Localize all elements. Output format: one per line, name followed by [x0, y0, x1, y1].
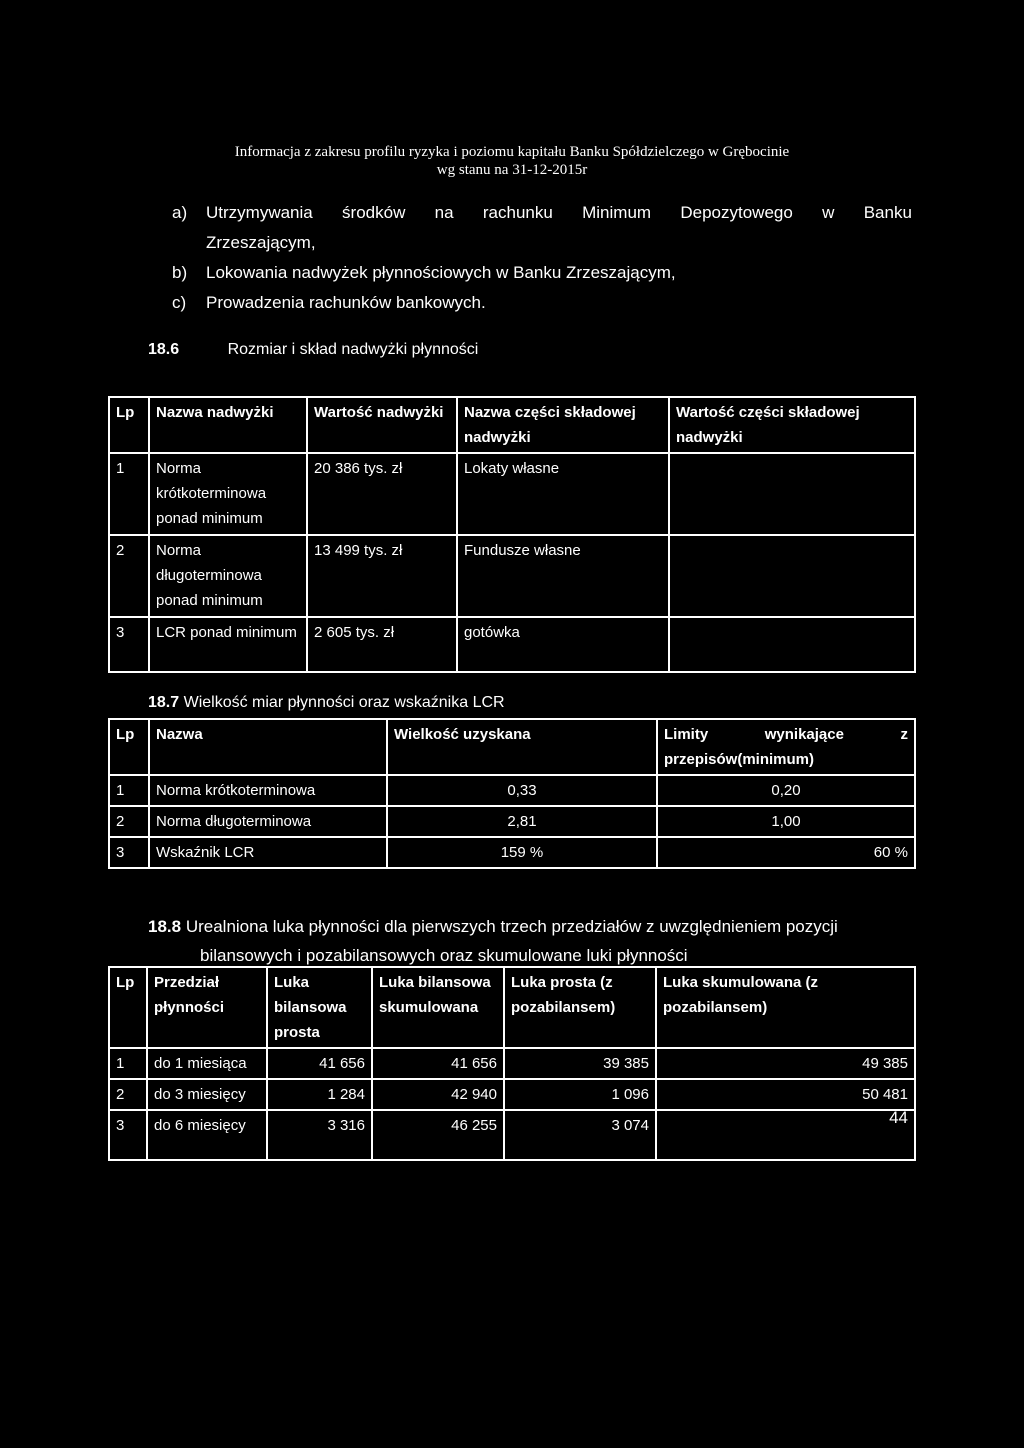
list-item — [172, 258, 912, 288]
list-item-a-line1: Utrzymywania środków na rachunku Minimum Depozytowego w Banku — [206, 203, 912, 222]
table-row: 1 do 1 miesiąca 41 656 41 656 39 385 49 385 — [109, 1048, 915, 1079]
col-header: Przedział płynności — [147, 967, 267, 1048]
list-item — [172, 288, 912, 318]
col-header: Limity wynikające z przepisów(minimum) — [657, 719, 915, 775]
col-header: Lp — [109, 397, 149, 453]
table-header-row — [109, 397, 915, 453]
col-header: Luka bilansowa prosta — [267, 967, 372, 1048]
list-item-label: c) — [172, 293, 187, 312]
table-row: 3 do 6 miesięcy 3 316 46 255 3 074 — [109, 1110, 915, 1160]
col-header: Wartość części składowej nadwyżki — [669, 397, 915, 453]
header-line-2: wg stanu na 31-12-2015r — [436, 162, 588, 178]
col-header: Luka prosta (z pozabilansem) — [504, 967, 656, 1048]
col-header: Lp — [109, 967, 147, 1048]
list-item-text: Prowadzenia rachunków bankowych. — [206, 293, 486, 312]
section-18-6-heading — [148, 341, 478, 359]
section-18-7-heading — [148, 694, 505, 712]
document-header — [0, 143, 1024, 179]
table-row: 3 Wskaźnik LCR 159 % 60 % — [109, 837, 915, 868]
header-line-1: Informacja z zakresu profilu ryzyka i poziomu kapitału Banku Spółdzielczego w Grębocinie — [234, 144, 790, 160]
section-number: 18.8 — [148, 917, 182, 936]
surplus-table — [108, 396, 916, 673]
col-header: Nazwa nadwyżki — [149, 397, 307, 453]
section-title-line-2: bilansowych i pozabilansowych oraz skumulowane luki płynności — [200, 946, 688, 965]
section-number: 18.6 — [148, 341, 180, 358]
table-row: 2 Norma długoterminowa ponad minimum 13 499 tys. zł Fundusze własne — [109, 535, 915, 617]
col-header: Luka bilansowa skumulowana — [372, 967, 504, 1048]
section-18-8-heading — [148, 912, 928, 970]
col-header: Luka skumulowana (z pozabilansem) — [656, 967, 915, 1048]
col-header: Lp — [109, 719, 149, 775]
section-number: 18.7 — [148, 694, 180, 711]
purpose-list — [172, 198, 912, 318]
col-header: Wartość nadwyżki — [307, 397, 457, 453]
section-title: Rozmiar i skład nadwyżki płynności — [227, 341, 479, 358]
liquidity-gap-table — [108, 966, 916, 1161]
list-item-label: b) — [172, 263, 188, 282]
col-header: Wielkość uzyskana — [387, 719, 657, 775]
list-item-a-line2: Zrzeszającym, — [206, 233, 316, 252]
list-item — [172, 198, 912, 258]
page-number: 44 — [889, 1108, 908, 1127]
table-row: 1 Norma krótkoterminowa ponad minimum 20 386 tys. zł Lokaty własne — [109, 453, 915, 535]
col-header: Nazwa części składowej nadwyżki — [457, 397, 669, 453]
list-item-text: Lokowania nadwyżek płynnościowych w Banku Zrzeszającym, — [206, 263, 676, 282]
table-row: 3 LCR ponad minimum 2 605 tys. zł gotówka — [109, 617, 915, 672]
liquidity-measures-table — [108, 718, 916, 869]
table-row: 2 Norma długoterminowa 2,81 1,00 — [109, 806, 915, 837]
table-row: 2 do 3 miesięcy 1 284 42 940 1 096 50 481 — [109, 1079, 915, 1110]
table-header-row — [109, 719, 915, 775]
list-item-label: a) — [172, 203, 188, 222]
table-header-row — [109, 967, 915, 1048]
table-row: 1 Norma krótkoterminowa 0,33 0,20 — [109, 775, 915, 806]
section-title-line-1: Urealniona luka płynności dla pierwszych trzech przedziałów z uwzględnieniem pozycji — [185, 917, 838, 936]
section-title: Wielkość miar płynności oraz wskaźnika LCR — [183, 694, 505, 711]
col-header: Nazwa — [149, 719, 387, 775]
